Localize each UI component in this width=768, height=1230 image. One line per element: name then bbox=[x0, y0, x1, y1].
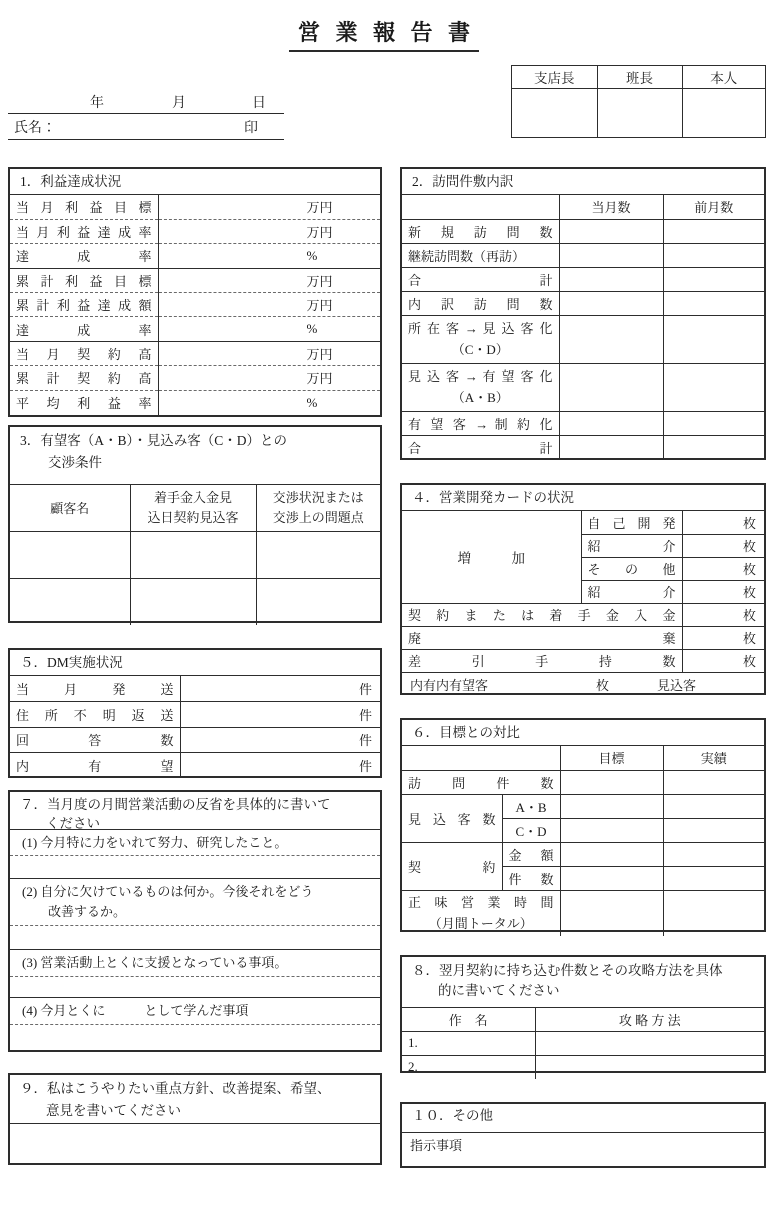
month-label: 月 bbox=[172, 96, 186, 111]
unit-label: % bbox=[306, 247, 318, 263]
input-cell bbox=[559, 243, 663, 267]
seal-label: 印 bbox=[244, 121, 258, 136]
row-label: 自 己 開 発 bbox=[581, 511, 682, 534]
col-actual: 実績 bbox=[663, 746, 764, 770]
section-monthly-reflection bbox=[8, 790, 382, 1052]
value-cell bbox=[158, 390, 380, 414]
value-cell bbox=[158, 317, 380, 341]
unit-label: % bbox=[306, 321, 318, 337]
approval-cell bbox=[512, 89, 597, 137]
input-cell bbox=[663, 866, 764, 890]
input-cell bbox=[560, 818, 663, 842]
input-cell bbox=[256, 578, 380, 625]
row-label-visit-count: 訪 問 件 数 bbox=[402, 770, 560, 794]
sub-label-count: 件 数 bbox=[502, 866, 560, 890]
row-label: 累 計 契 約 高 bbox=[10, 366, 158, 390]
row-label: 達 成 率 bbox=[10, 317, 158, 341]
input-cell bbox=[559, 219, 663, 243]
approval-cell bbox=[682, 89, 765, 137]
row-label: 累 計 利 益 達 成 額 bbox=[10, 293, 158, 317]
unit-label: 枚 bbox=[682, 649, 764, 672]
unit-label: 件 bbox=[358, 759, 372, 775]
section-negotiation-conditions bbox=[8, 425, 382, 623]
row-label: 有 望 客 → 制 約 化 bbox=[402, 411, 559, 435]
input-cell bbox=[663, 291, 764, 315]
instructions-label: 指示事項 bbox=[410, 1138, 463, 1153]
section3-title-line2: 交渉条件 bbox=[48, 455, 102, 470]
sub-label-cd: C・D bbox=[502, 818, 560, 842]
row-label-line1: 見 込 客 → 有 望 客 化 bbox=[408, 369, 553, 384]
input-cell bbox=[535, 1032, 764, 1056]
reflection-item-1: (1) 今月特に力をいれて努力、研究したこと。 bbox=[10, 830, 380, 856]
section9-title-line1: ９．私はこうやりたい重点方針、改善提案、希望、 bbox=[20, 1081, 331, 1096]
corner-cell bbox=[402, 746, 560, 770]
section-next-month-contracts bbox=[400, 955, 766, 1073]
col-deposit-expected: 着手金入金見 込日契約見込客 bbox=[130, 485, 256, 531]
target-table bbox=[402, 746, 764, 936]
input-cell bbox=[663, 219, 764, 243]
row-label: 当 月 発 送 bbox=[10, 676, 180, 702]
unit-label: 枚 bbox=[682, 557, 764, 580]
unit-label: 万円 bbox=[306, 371, 333, 387]
row-label: 紹 介 bbox=[581, 580, 682, 603]
approval-col-branch-manager: 支店長 bbox=[512, 66, 597, 89]
prospect-summary-row bbox=[402, 672, 764, 697]
answer-area bbox=[10, 977, 380, 998]
input-cell bbox=[560, 794, 663, 818]
row-label: 紹 介 bbox=[581, 534, 682, 557]
section6-title: ６．目標との対比 bbox=[402, 720, 764, 746]
value-cell bbox=[158, 195, 380, 219]
section3-title-line1: 3．有望客（A・B）・見込み客（C・D）との bbox=[20, 433, 288, 448]
row-number: 1. bbox=[402, 1032, 535, 1056]
row-label: 合 計 bbox=[402, 435, 559, 459]
unit-label: % bbox=[306, 394, 318, 410]
col-this-month: 当月数 bbox=[559, 195, 663, 219]
input-cell bbox=[559, 363, 663, 411]
input-cell bbox=[663, 363, 764, 411]
row-label: 内 訳 訪 問 数 bbox=[402, 291, 559, 315]
section1-title: 1．利益達成状況 bbox=[10, 169, 380, 195]
year-label: 年 bbox=[90, 96, 104, 111]
value-cell bbox=[158, 293, 380, 317]
input-cell bbox=[559, 315, 663, 363]
visit-table bbox=[402, 195, 764, 459]
input-cell bbox=[663, 890, 764, 936]
input-cell bbox=[663, 770, 764, 794]
row-label: 当 月 利 益 達 成 率 bbox=[10, 219, 158, 243]
section-profit-achievement bbox=[8, 167, 382, 417]
group-label-prospects: 見 込 客 数 bbox=[402, 794, 502, 842]
approval-col-self: 本人 bbox=[682, 66, 765, 89]
value-cell bbox=[158, 219, 380, 243]
approval-cell bbox=[597, 89, 682, 137]
input-cell bbox=[130, 531, 256, 578]
unit-label: 枚 bbox=[682, 603, 764, 626]
row-label: 平 均 利 益 率 bbox=[10, 390, 158, 414]
row-label: 合 計 bbox=[402, 267, 559, 291]
unit-label: 枚 bbox=[682, 626, 764, 649]
row-label: 廃 棄 bbox=[402, 626, 682, 649]
section8-title-line1: ８．翌月契約に持ち込む件数とその攻略方法を具体 bbox=[412, 963, 723, 978]
input-cell bbox=[663, 315, 764, 363]
input-cell bbox=[663, 411, 764, 435]
col-negotiation-status: 交渉状況または 交渉上の問題点 bbox=[256, 485, 380, 531]
unit-label: 枚 bbox=[682, 580, 764, 603]
section4-title: ４．営業開発カードの状況 bbox=[402, 485, 764, 511]
answer-area bbox=[10, 1025, 380, 1050]
row-label: 新 規 訪 問 数 bbox=[402, 219, 559, 243]
row-label: そ の 他 bbox=[581, 557, 682, 580]
col-target: 目標 bbox=[560, 746, 663, 770]
section-target-comparison bbox=[400, 718, 766, 932]
value-cell bbox=[158, 268, 380, 292]
row-label: 当 月 契 約 高 bbox=[10, 341, 158, 365]
row-number: 2. bbox=[402, 1055, 535, 1079]
unit-label: 件 bbox=[180, 676, 380, 702]
unit-label: 万円 bbox=[306, 347, 333, 363]
section7-title bbox=[10, 792, 380, 830]
input-cell bbox=[663, 818, 764, 842]
row-label: 住 所 不 明 返 送 bbox=[10, 702, 180, 728]
section-visit-breakdown bbox=[400, 167, 766, 460]
row-label: 契 約 ま た は 着 手 金 入 金 bbox=[402, 603, 682, 626]
section-policy-suggestions bbox=[8, 1073, 382, 1165]
row-label-line2: （A・B） bbox=[451, 390, 509, 405]
section-development-cards bbox=[400, 483, 766, 695]
input-cell bbox=[256, 531, 380, 578]
input-cell bbox=[560, 890, 663, 936]
input-cell bbox=[560, 866, 663, 890]
name-label: 氏名： bbox=[14, 121, 56, 136]
unit-label: 万円 bbox=[306, 200, 333, 216]
negotiation-table bbox=[10, 485, 380, 625]
input-cell bbox=[560, 770, 663, 794]
section9-title bbox=[10, 1075, 380, 1124]
unit-label: 万円 bbox=[306, 225, 333, 241]
row-label: 当 月 利 益 目 標 bbox=[10, 195, 158, 219]
group-label-contract: 契 約 bbox=[402, 842, 502, 890]
section7-title-line2: ください bbox=[46, 816, 100, 831]
prospect-summary-right: 見込客 bbox=[657, 678, 697, 694]
profit-table bbox=[10, 195, 380, 415]
approval-stamp-table bbox=[511, 65, 766, 138]
unit-label: 万円 bbox=[306, 298, 333, 314]
row-label bbox=[402, 363, 559, 411]
row-label: 達 成 率 bbox=[10, 244, 158, 268]
row-label-net-hours: 正 味 営 業 時 間 （月間トータル） bbox=[402, 890, 560, 936]
day-label: 日 bbox=[252, 96, 266, 111]
input-cell bbox=[559, 435, 663, 459]
section8-title bbox=[402, 957, 764, 1008]
section7-title-line1: ７．当月度の月間営業活動の反省を具体的に書いて bbox=[20, 797, 331, 812]
approval-col-team-leader: 班長 bbox=[597, 66, 682, 89]
section-dm-status bbox=[8, 648, 382, 778]
name-line bbox=[8, 113, 284, 140]
input-cell bbox=[663, 243, 764, 267]
col-last-month: 前月数 bbox=[663, 195, 764, 219]
row-label: 継続訪問数（再訪） bbox=[402, 243, 559, 267]
input-cell bbox=[559, 411, 663, 435]
input-cell bbox=[663, 842, 764, 866]
input-cell bbox=[560, 842, 663, 866]
input-cell bbox=[559, 291, 663, 315]
unit-label: 万円 bbox=[306, 273, 333, 289]
unit-label: 枚 bbox=[682, 534, 764, 557]
row-label-line1: 所 在 客 → 見 込 客 化 bbox=[408, 321, 553, 336]
section-other bbox=[400, 1102, 766, 1168]
col-customer-name: 顧客名 bbox=[10, 485, 130, 531]
input-cell bbox=[663, 435, 764, 459]
value-cell bbox=[158, 341, 380, 365]
cards-table bbox=[402, 511, 764, 697]
input-cell bbox=[663, 794, 764, 818]
prospect-summary-unit: 枚 bbox=[596, 678, 610, 694]
section2-title: 2．訪問件敷内訳 bbox=[402, 169, 764, 195]
dm-table bbox=[10, 676, 380, 778]
col-approach-method: 攻 略 方 法 bbox=[535, 1008, 764, 1032]
increase-label: 増 加 bbox=[402, 511, 581, 603]
reflection-item-2: (2) 自分に欠けているものは何か。今後それをどう 改善するか。 bbox=[10, 879, 380, 926]
unit-label: 件 bbox=[180, 727, 380, 753]
contracts-table bbox=[402, 1008, 764, 1079]
answer-area bbox=[10, 926, 380, 950]
input-cell bbox=[130, 578, 256, 625]
date-line bbox=[8, 90, 284, 114]
sub-label-amount: 金 額 bbox=[502, 842, 560, 866]
input-cell bbox=[559, 267, 663, 291]
prospect-summary-left: 内有内有望客 bbox=[410, 678, 489, 694]
sub-label-ab: A・B bbox=[502, 794, 560, 818]
input-cell bbox=[535, 1055, 764, 1079]
row-label: 累 計 利 益 目 標 bbox=[10, 268, 158, 292]
input-cell bbox=[10, 531, 130, 578]
row-label bbox=[402, 315, 559, 363]
row-label: 差 引 手 持 数 bbox=[402, 649, 682, 672]
section8-title-line2: 的に書いてください bbox=[438, 983, 560, 998]
section5-title: ５．DM実施状況 bbox=[10, 650, 380, 676]
reflection-item-4: (4) 今月とくに として学んだ事項 bbox=[10, 998, 380, 1025]
input-cell bbox=[663, 267, 764, 291]
page-title: 営 業 報 告 書 bbox=[289, 16, 479, 52]
col-case-name: 作 名 bbox=[402, 1008, 535, 1032]
answer-area bbox=[10, 1124, 380, 1163]
reflection-item-3: (3) 営業活動上とくに支援となっている事項。 bbox=[10, 950, 380, 977]
corner-cell bbox=[402, 195, 559, 219]
value-cell bbox=[158, 366, 380, 390]
unit-label: 件 bbox=[180, 702, 380, 728]
section9-title-line2: 意見を書いてください bbox=[46, 1103, 181, 1118]
section3-title bbox=[10, 427, 380, 485]
row-label: 内 有 望 bbox=[10, 753, 180, 779]
answer-area bbox=[10, 856, 380, 879]
row-label-line2: （C・D） bbox=[451, 342, 509, 357]
section10-title: １０．その他 bbox=[402, 1104, 764, 1133]
unit-label: 枚 bbox=[682, 511, 764, 534]
input-cell bbox=[10, 578, 130, 625]
row-label: 回 答 数 bbox=[10, 727, 180, 753]
value-cell bbox=[158, 244, 380, 268]
